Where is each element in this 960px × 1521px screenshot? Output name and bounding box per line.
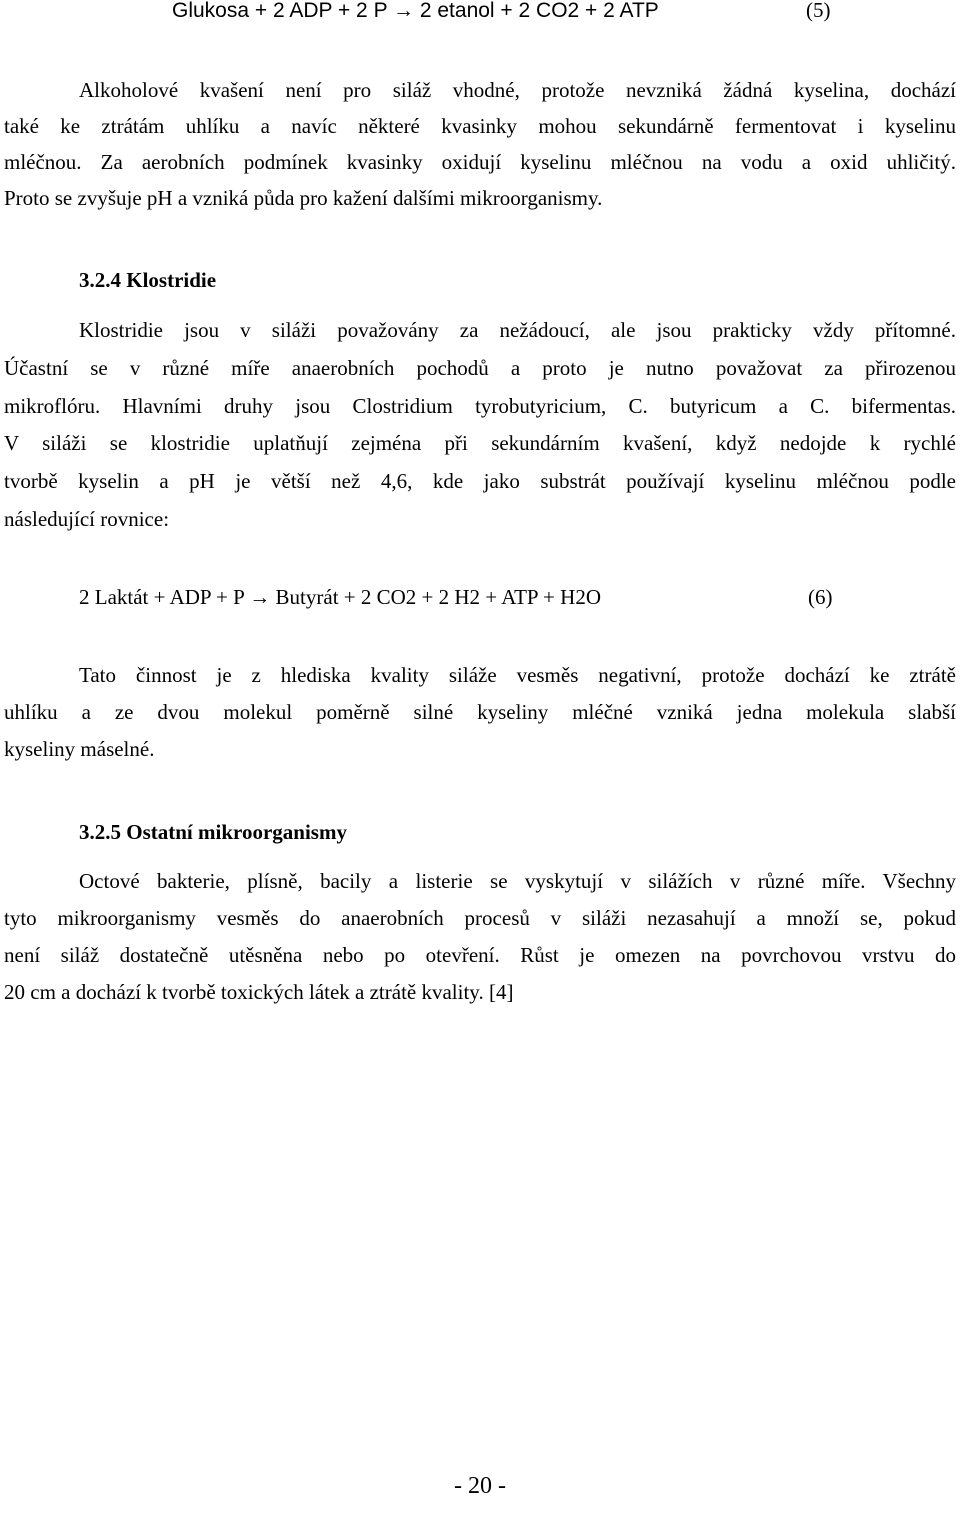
equation-6: 2 Laktát + ADP + P → Butyrát + 2 CO2 + 2 H2 + ATP + H2O	[79, 585, 601, 609]
paragraph-3-line-2: uhlíku a ze dvou molekul poměrně silné kyseliny mléčné vzniká jedna molekula slabší	[4, 700, 956, 724]
paragraph-3-line-3: kyseliny máselné.	[4, 737, 155, 761]
paragraph-2-line-2: Účastní se v různé míře anaerobních pochodů a proto je nutno považovat za přirozenou	[4, 356, 956, 380]
page-number: - 20 -	[454, 1473, 506, 1499]
paragraph-4-line-2: tyto mikroorganismy vesměs do anaerobních procesů v siláži nezasahují a množí se, pokud	[4, 906, 956, 930]
paragraph-1-line-4: Proto se zvyšuje pH a vzniká půda pro kažení dalšími mikroorganismy.	[4, 186, 603, 210]
paragraph-4-line-3: není siláž dostatečně utěsněna nebo po otevření. Růst je omezen na povrchovou vrstvu do	[4, 943, 956, 967]
paragraph-2-line-6: následující rovnice:	[4, 507, 170, 531]
section-heading-3-2-4: 3.2.4 Klostridie	[79, 268, 217, 292]
equation-5-number: (5)	[806, 0, 831, 22]
paragraph-2-line-5: tvorbě kyselin a pH je větší než 4,6, kde jako substrát používají kyselinu mléčnou podle	[4, 469, 956, 493]
equation-6-number: (6)	[808, 585, 833, 609]
paragraph-2-line-1: Klostridie jsou v siláži považovány za nežádoucí, ale jsou prakticky vždy přítomné.	[79, 318, 956, 342]
paragraph-4-line-1: Octové bakterie, plísně, bacily a listerie se vyskytují v silážích v různé míře. Všechny	[79, 869, 956, 893]
paragraph-2-line-3: mikroflóru. Hlavními druhy jsou Clostridium tyrobutyricium, C. butyricum a C. bifermentas.	[4, 394, 956, 418]
section-heading-3-2-5: 3.2.5 Ostatní mikroorganismy	[79, 820, 347, 844]
paragraph-4-line-4: 20 cm a dochází k tvorbě toxických látek a ztrátě kvality. [4]	[4, 980, 514, 1004]
paragraph-1-line-3: mléčnou. Za aerobních podmínek kvasinky oxidují kyselinu mléčnou na vodu a oxid uhličitý.	[4, 150, 956, 174]
paragraph-2-line-4: V siláži se klostridie uplatňují zejména při sekundárním kvašení, když nedojde k rychlé	[4, 431, 956, 455]
paragraph-1-line-2: také ke ztrátám uhlíku a navíc některé kvasinky mohou sekundárně fermentovat i kyselinu	[4, 114, 956, 138]
paragraph-1-line-1: Alkoholové kvašení není pro siláž vhodné, protože nevzniká žádná kyselina, dochází	[79, 78, 956, 102]
equation-5: Glukosa + 2 ADP + 2 P → 2 etanol + 2 CO2 + 2 ATP	[172, 0, 659, 22]
paragraph-3-line-1: Tato činnost je z hlediska kvality siláže vesměs negativní, protože dochází ke ztrátě	[79, 663, 956, 687]
